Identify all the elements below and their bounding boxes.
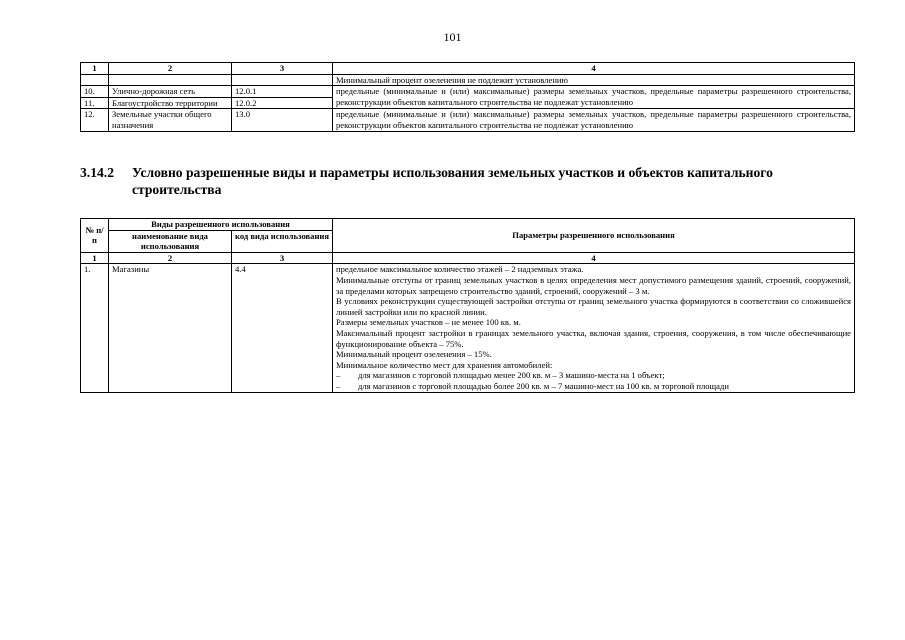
use-code: 12.0.1 (232, 86, 333, 98)
dash-list-item (336, 370, 851, 381)
param-line: Минимальный процент озеленения – 15%. (336, 349, 492, 360)
column-numbers-row (81, 252, 855, 264)
param-line: В условиях реконструкции существующей застройки отступы от границ земельного участка формируются в соответствии со сложившейся линией застройки или по красной линии. (336, 296, 851, 317)
use-code: 4.4 (232, 264, 333, 392)
column-number-header: 4 (333, 63, 855, 75)
table-row (81, 74, 855, 86)
params-cell: предельные (минимальные и (или) максимальные) размеры земельных участков, предельные параметры разрешенного строительства, реконструкции объектов капитального строительства не подлежат установлению (333, 109, 855, 131)
use-name-header: наименование вида использования (109, 230, 232, 252)
column-number-header: 3 (232, 63, 333, 75)
column-number-header: 1 (81, 63, 109, 75)
permitted-uses-table-continued (80, 62, 855, 132)
dash-item-text: для магазинов с торговой площадью менее 200 кв. м – 3 машино-места на 1 объект; (358, 370, 665, 381)
column-number-header: 2 (109, 63, 232, 75)
table-row (81, 86, 855, 98)
conditional-uses-table (80, 218, 855, 393)
param-line: Минимальное количество мест для хранения автомобилей: (336, 359, 553, 370)
use-code-header: код вида использования (232, 230, 333, 252)
use-types-header: Виды разрешенного использования (109, 219, 333, 231)
param-line: Размеры земельных участков – не менее 100 кв. м. (336, 317, 521, 328)
use-code: 13.0 (232, 109, 333, 131)
table-header-row (81, 219, 855, 231)
params-header: Параметры разрешенного использования (333, 219, 855, 253)
use-name: Улично-дорожная сеть (109, 86, 232, 98)
use-name: Магазины (109, 264, 232, 392)
column-number: 4 (333, 252, 855, 264)
use-code: 12.0.2 (232, 97, 333, 109)
section-title: Условно разрешенные виды и параметры использования земельных участков и объектов капитального строительства (132, 165, 773, 197)
dash-marker: – (336, 380, 341, 391)
column-number: 3 (232, 252, 333, 264)
params-cell (333, 264, 855, 392)
use-name: Благоустройство территории (109, 97, 232, 109)
column-number: 2 (109, 252, 232, 264)
table-row (81, 264, 855, 392)
row-number: 10. (81, 86, 109, 98)
table-header-row (81, 63, 855, 75)
section-number: 3.14.2 (80, 165, 114, 180)
params-cell: Минимальный процент озеленения не подлежит установлению (333, 74, 855, 86)
dash-item-text: для магазинов с торговой площадью более 200 кв. м – 7 машино-мест на 100 кв. м торговой площади (358, 380, 729, 391)
row-number: 11. (81, 97, 109, 109)
page-number: 101 (443, 30, 462, 44)
row-number: 1. (81, 264, 109, 392)
use-name: Земельные участки общего назначения (109, 109, 232, 131)
dash-list-item (336, 381, 851, 392)
param-line: Минимальные отступы от границ земельных участков в целях определения мест допустимого размещения зданий, строений, сооружений, за пределами которых запрещено строительство зданий, строений, сооружений – 3 м. (336, 274, 851, 296)
table-row (81, 109, 855, 131)
param-line: предельное максимальное количество этажей – 2 надземных этажа. (336, 264, 584, 275)
row-number: 12. (81, 109, 109, 131)
column-number: 1 (81, 252, 109, 264)
dash-marker: – (336, 370, 341, 381)
params-cell: предельные (минимальные и (или) максимальные) размеры земельных участков, предельные параметры разрешенного строительства, реконструкции объектов капитального строительства не подлежат установлению (333, 86, 855, 109)
param-line: Максимальный процент застройки в границах земельного участка, включая здания, строения, сооружения, в том числе обеспечивающие функционирование объекта – 75%. (336, 327, 851, 349)
number-header: № п/п (81, 219, 109, 253)
